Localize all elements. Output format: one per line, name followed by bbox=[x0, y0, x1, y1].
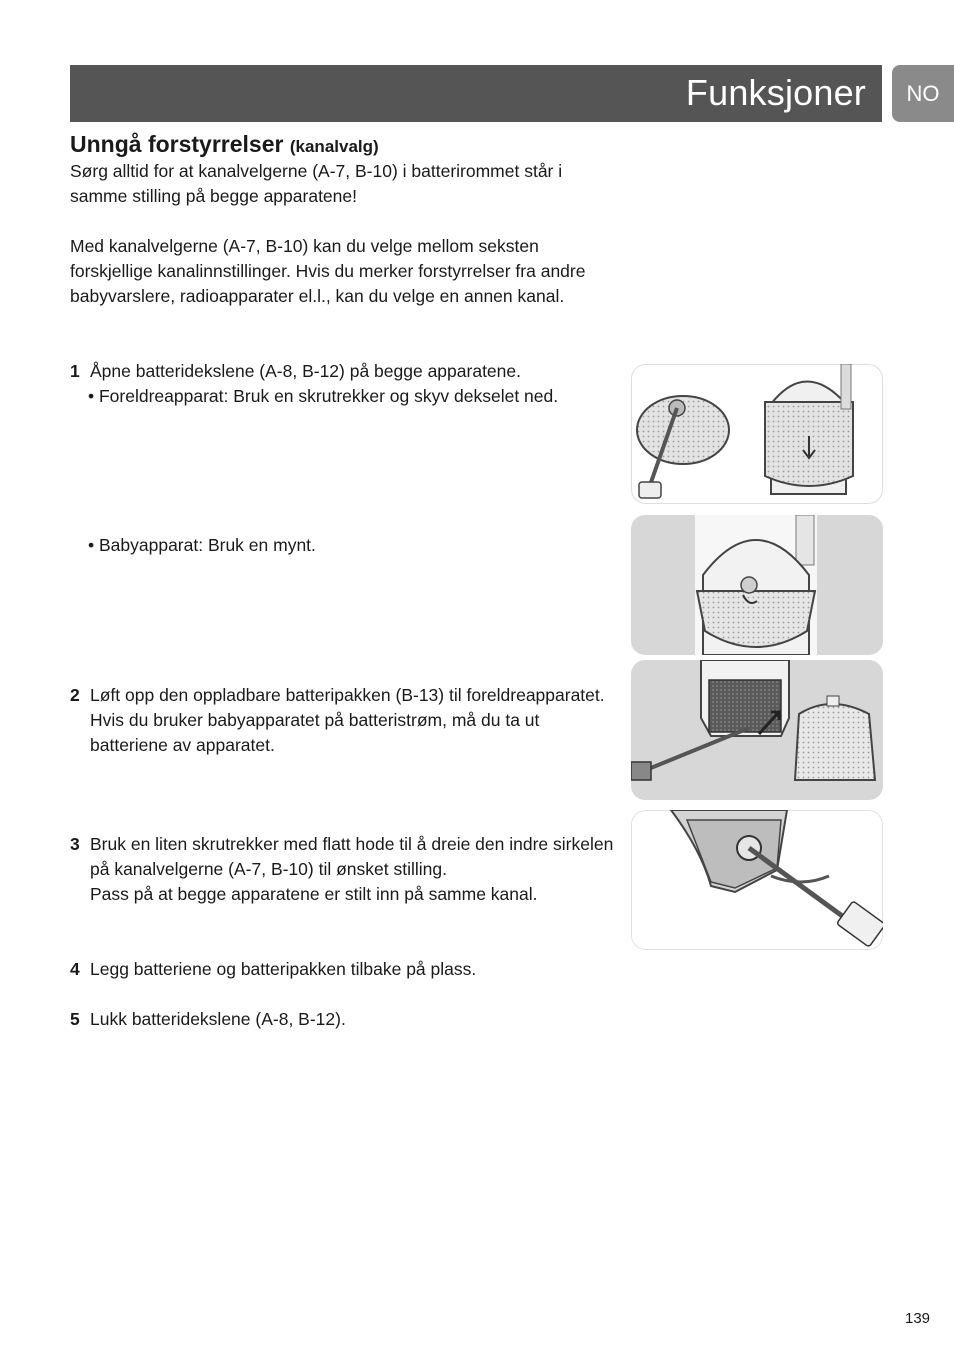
section-subtitle: (kanalvalg) bbox=[289, 137, 379, 156]
step-text: Bruk en liten skrutrekker med flatt hode til å dreie den indre sirkelen på kanalvelgerne (A-7, B-10) til ønsket stilling. bbox=[90, 834, 614, 879]
step-5 bbox=[70, 1007, 615, 1032]
step-number: 3 bbox=[70, 834, 80, 854]
page-number: 139 bbox=[905, 1310, 931, 1327]
step-text-extra: Pass på at begge apparatene er stilt inn på samme kanal. bbox=[90, 884, 538, 904]
step-2 bbox=[70, 683, 615, 758]
section-heading bbox=[70, 129, 379, 162]
intro-paragraph-2: Med kanalvelgerne (A-7, B-10) kan du velge mellom seksten forskjellige kanalinnstillinger. Hvis du merker forstyrrelser fra andre babyvarslere, radioapparater el.l., kan du velge en annen kanal. bbox=[70, 236, 586, 306]
illustration-coin bbox=[631, 515, 883, 655]
page-title: Funksjoner bbox=[685, 72, 866, 113]
step-text: Løft opp den oppladbare batteripakken (B-13) til foreldreapparatet. bbox=[90, 685, 605, 705]
language-tab: NO bbox=[892, 65, 954, 122]
header-bar bbox=[70, 65, 882, 122]
illustration-battery-pack bbox=[631, 660, 883, 800]
step-number: 4 bbox=[70, 959, 80, 979]
bullet-baby-unit: • Babyapparat: Bruk en mynt. bbox=[88, 535, 316, 555]
step-4 bbox=[70, 957, 615, 982]
intro-paragraph-1: Sørg alltid for at kanalvelgerne (A-7, B-10) i batterirommet står i samme stilling på begge apparatene! bbox=[70, 161, 563, 206]
illustration-channel-selector bbox=[631, 810, 883, 950]
step-number: 5 bbox=[70, 1009, 80, 1029]
step-number: 1 bbox=[70, 361, 80, 381]
step-text-extra: Hvis du bruker babyapparatet på batteristrøm, må du ta ut batteriene av apparatet. bbox=[90, 710, 540, 755]
step-text: Legg batteriene og batteripakken tilbake på plass. bbox=[90, 959, 477, 979]
step-1 bbox=[70, 359, 615, 384]
step-3 bbox=[70, 832, 615, 907]
section-title: Unngå forstyrrelser bbox=[70, 131, 284, 157]
bullet-parent-unit: • Foreldreapparat: Bruk en skrutrekker og skyv dekselet ned. bbox=[88, 386, 559, 406]
illustration-open-covers bbox=[631, 364, 883, 504]
step-text: Åpne batteridekslene (A-8, B-12) på begge apparatene. bbox=[90, 361, 521, 381]
step-number: 2 bbox=[70, 685, 80, 705]
step-text: Lukk batteridekslene (A-8, B-12). bbox=[90, 1009, 346, 1029]
